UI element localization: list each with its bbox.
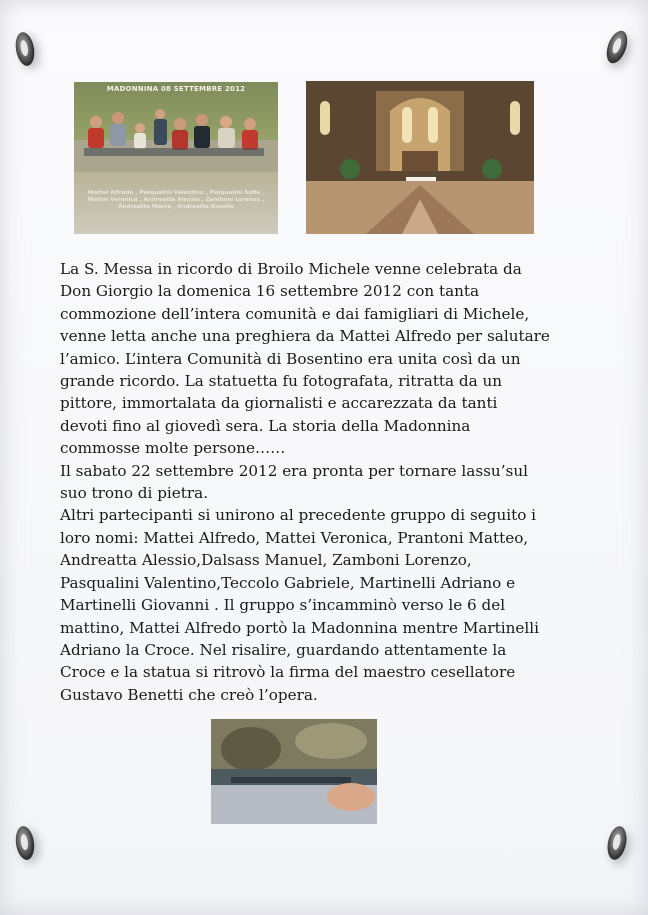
binder-clip-icon bbox=[14, 825, 37, 861]
text-line: commosse molte persone…… bbox=[60, 439, 286, 458]
text-line: La S. Messa in ricordo di Broilo Michele venne celebrata da bbox=[60, 260, 522, 278]
text-line: Altri partecipanti si unirono al precedente gruppo di seguito i bbox=[60, 506, 537, 525]
text-line: Il sabato 22 settembre 2012 era pronta per tornare lassu’sul bbox=[60, 461, 528, 480]
statue-signature-photo bbox=[211, 719, 377, 824]
group-photo bbox=[74, 82, 278, 234]
text-line: loro nomi: Mattei Alfredo, Mattei Veronica, Prantoni Matteo, bbox=[60, 528, 529, 547]
text-line: Martinelli Giovanni . Il gruppo s’incamminò verso le 6 del bbox=[60, 596, 506, 615]
text-line: suo trono di pietra. bbox=[60, 484, 209, 503]
hikers-group-image bbox=[74, 100, 278, 172]
text-line: venne letta anche una preghiera da Mattei Alfredo per salutare bbox=[60, 327, 550, 346]
text-line: Adriano la Croce. Nel risalire, guardando attentamente la bbox=[60, 640, 507, 659]
text-line: devoti fino al giovedì sera. La storia della Madonnina bbox=[60, 416, 471, 435]
text-line: Andreatta Alessio,Dalsass Manuel, Zamboni Lorenzo, bbox=[60, 551, 472, 570]
text-line: commozione dell’intera comunità e dai famigliari di Michele, bbox=[60, 304, 530, 323]
group-photo-title: MADONNINA 08 SETTEMBRE 2012 bbox=[106, 85, 246, 93]
text-line: Don Giorgio la domenica 16 settembre 2012 con tanta bbox=[60, 282, 480, 301]
text-line: Croce e la statua si ritrovò la firma del maestro cesellatore bbox=[60, 663, 516, 682]
text-line: grande ricordo. La statuetta fu fotografata, ritratta da un bbox=[60, 372, 503, 391]
text-line: Gustavo Benetti che creò l’opera. bbox=[60, 685, 318, 704]
stone-cross-image bbox=[211, 719, 377, 824]
church-interior-photo bbox=[306, 81, 534, 234]
binder-clip-icon bbox=[13, 31, 37, 68]
text-line: pittore, immortalata da giornalisti e accarezzata da tanti bbox=[60, 394, 498, 413]
text-line: mattino, Mattei Alfredo portò la Madonnina mentre Martinelli bbox=[60, 618, 539, 637]
binder-clip-icon bbox=[605, 825, 630, 862]
church-altar-image bbox=[306, 81, 534, 234]
article-text bbox=[60, 258, 560, 706]
binder-clip-icon bbox=[603, 28, 632, 66]
text-line: l’amico. L’intera Comunità di Bosentino era unita così da un bbox=[60, 349, 521, 368]
group-photo-names: Mattei Alfredo , Pasqualini Valentino , Pasqualini Sofia , Mattei Veronica , Andreatta Alessio , Zamboni Lorenzo , Andreatta Marco , Andreatta Rosella bbox=[87, 190, 265, 210]
text-line: Pasqualini Valentino,Teccolo Gabriele, Martinelli Adriano e bbox=[60, 573, 516, 592]
